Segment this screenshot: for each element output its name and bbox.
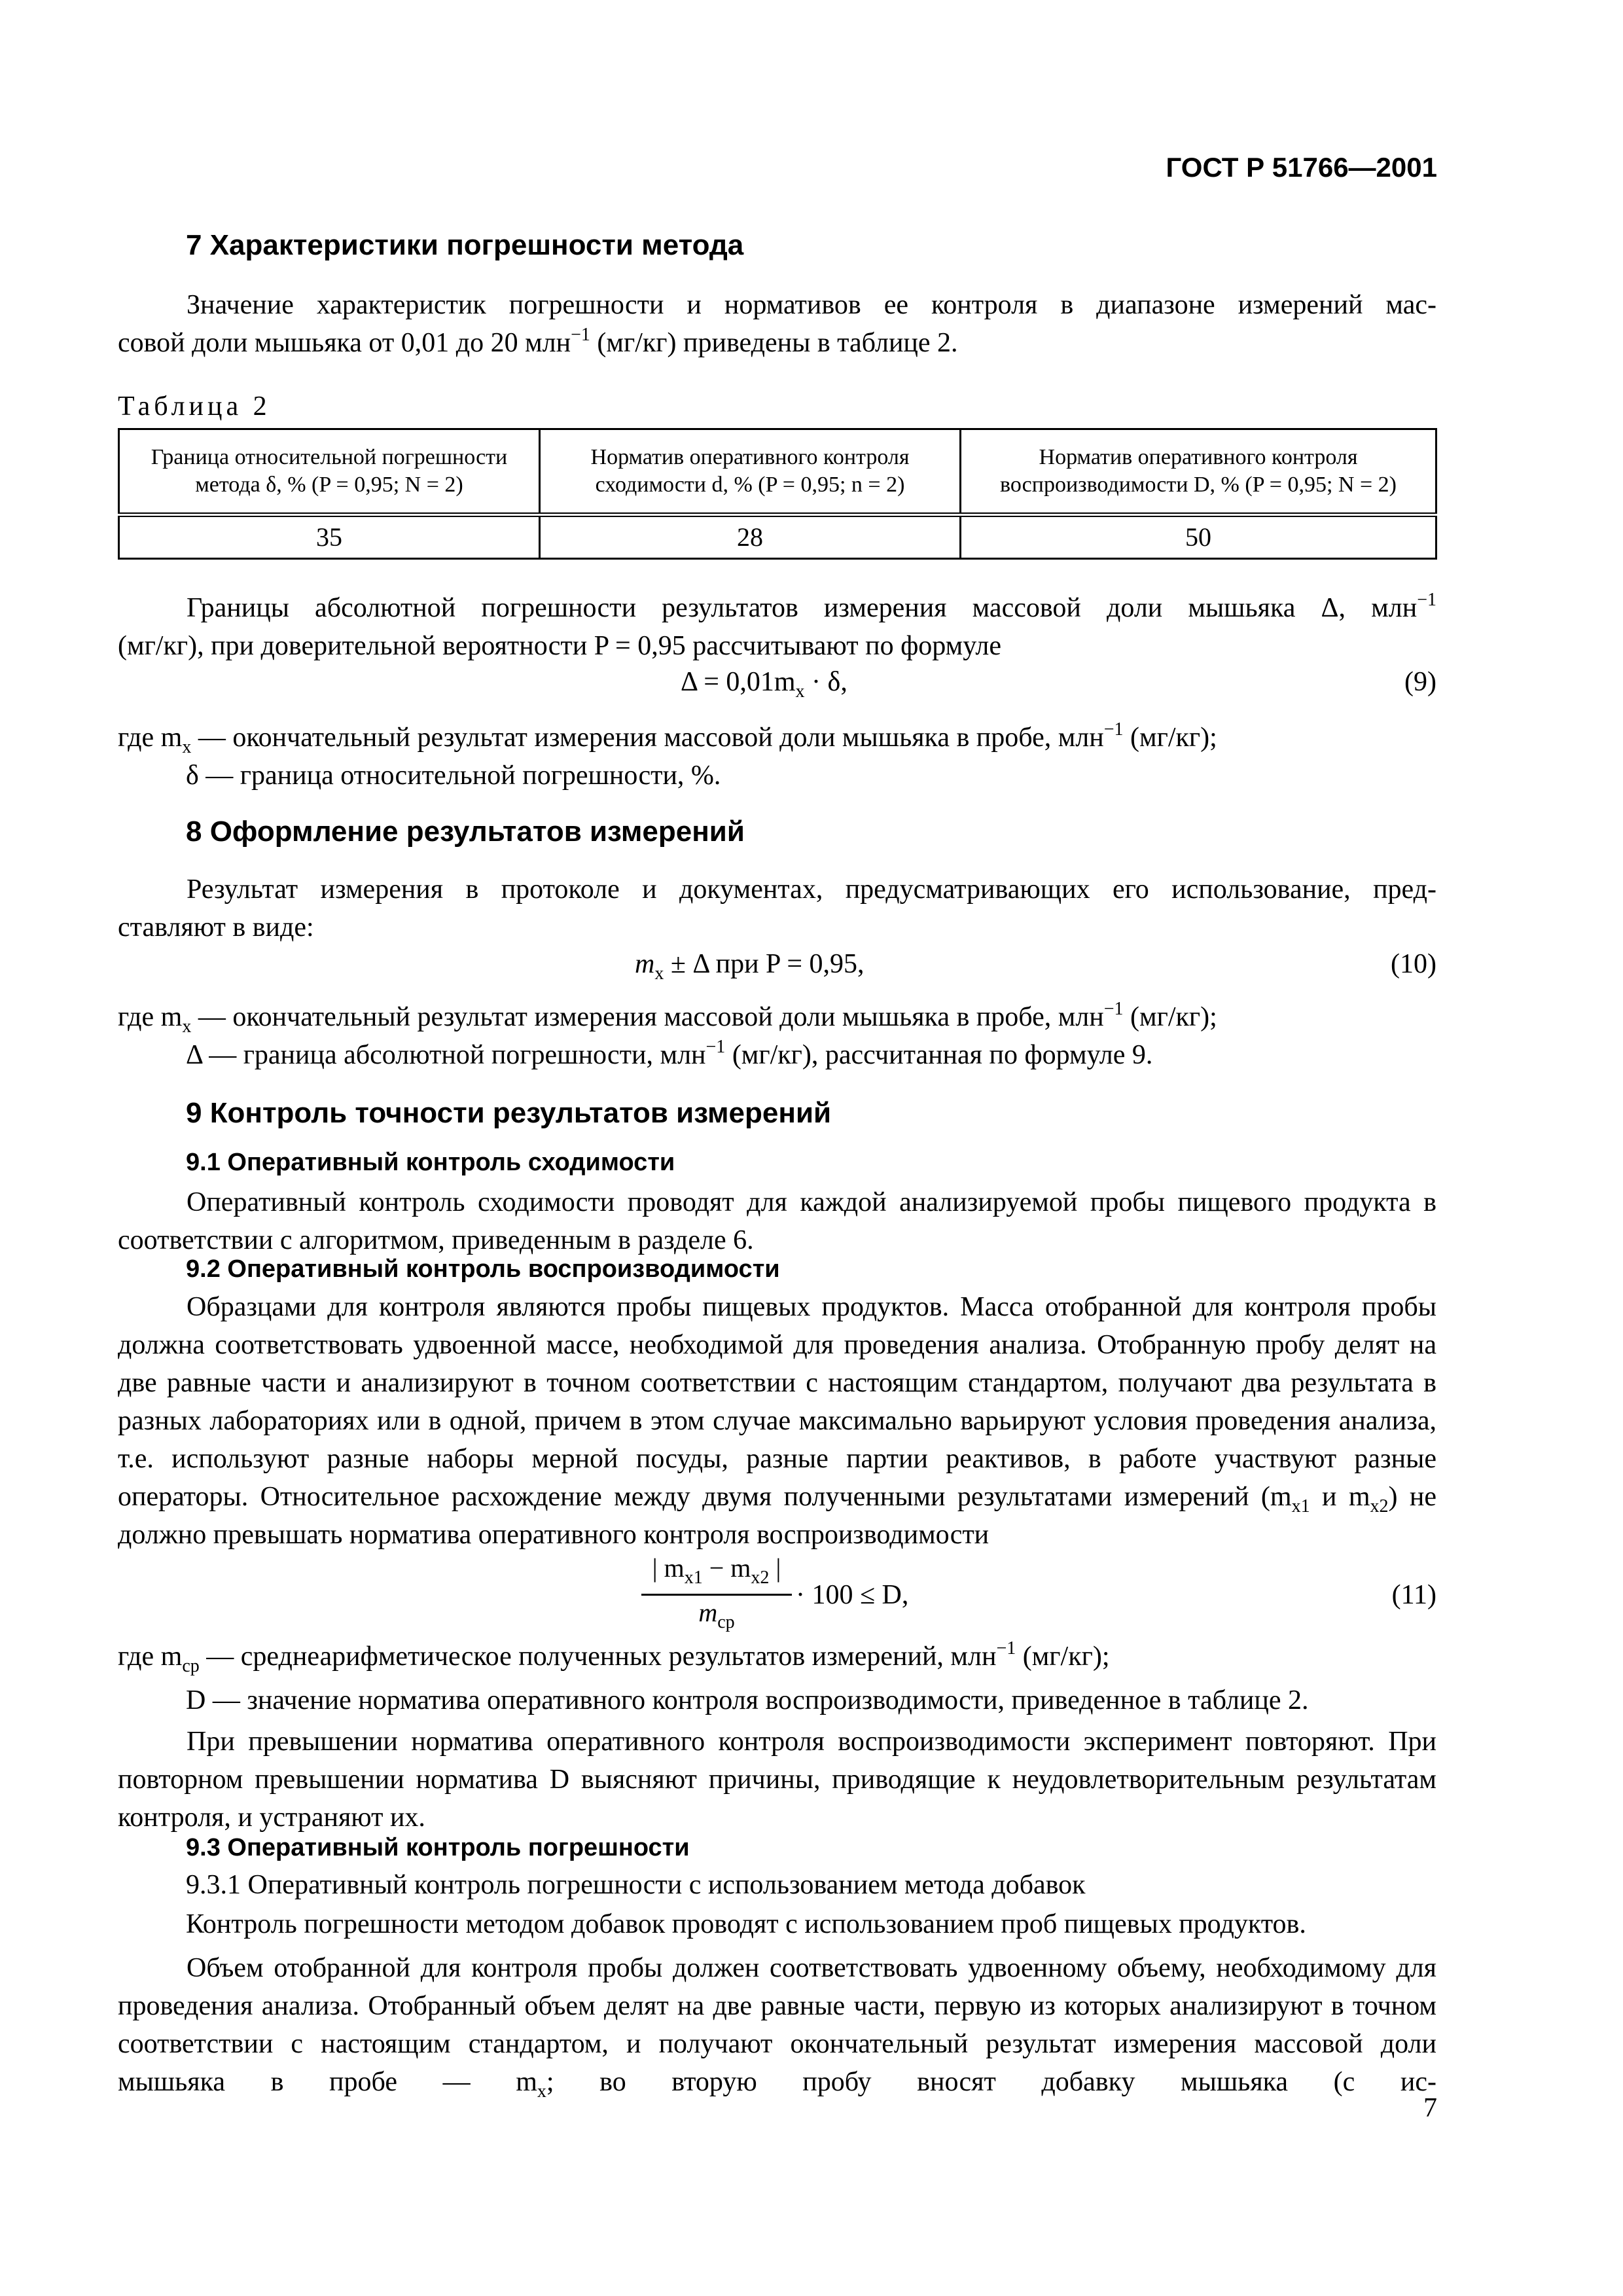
subsection-9-2-paragraph: Образцами для контроля являются пробы пищевых продуктов. Масса отобранной для контроля пробы должна соответствовать удвоенной массе, необходимой для проведения анализа. Отобранную пробу делят на две равные части и анализируют в точном соответствии с настоящим стандартом, получают два результата в разных лабораториях или в одной, причем в этом случае максимально варьируют условия проведения анализа, т.е. используют разные наборы мерной посуды, разные партии реактивов, в работе участвуют разные операторы. Относительное расхождение между двумя полученными результатами измерений ($m_{x1}$ и $m_{x2}$) не должно превышать норматива оперативного контроля воспроизводимости: [118, 1292, 1436, 1550]
absolute-error-paragraph: Границы абсолютной погрешности результатов измерения массовой доли мышьяка Δ, млн$^{-1}$: [187, 590, 1436, 623]
page-number: 7: [1423, 2093, 1437, 2123]
section-8-paragraph-cont: ставляют в виде:: [118, 912, 314, 942]
where-line-delta: δ — граница относительной погрешности, %.: [186, 761, 721, 791]
section-8-title: 8 Оформление результатов измерений: [186, 816, 745, 848]
table-2: [118, 428, 1437, 560]
table-header-cell: Норматив оперативного контроля сходимости d, % (P = 0,95; n = 2): [540, 429, 961, 515]
where-line-D: D — значение норматива оперативного контроля воспроизводимости, приведенное в таблице 2.: [186, 1685, 1309, 1715]
section-7-paragraph-cont: совой доли мышьяка от 0,01 до 20 млн$^{-1}$ (мг/кг) приведены в таблице 2.: [118, 325, 958, 358]
where-line-delta-2: Δ — граница абсолютной погрешности, млн$^{-1}$ (мг/кг), рассчитанная по формуле 9.: [186, 1037, 1153, 1070]
subsection-9-3-1: 9.3.1 Оперативный контроль погрешности с использованием метода добавок: [186, 1870, 1086, 1900]
formula-10-number: (10): [1391, 949, 1436, 979]
section-7-paragraph: Значение характеристик погрешности и нормативов ее контроля в диапазоне измерений мас-: [187, 290, 1436, 320]
table-caption: Таблица 2: [118, 391, 271, 422]
where-line-mx: где $m_x$ — окончательный результат измерения массовой доли мышьяка в пробе, млн$^{-1}$ (мг/кг);: [118, 719, 1217, 757]
absolute-error-paragraph-cont: (мг/кг), при доверительной вероятности P = 0,95 рассчитывают по формуле: [118, 631, 1001, 661]
section-7-title: 7 Характеристики погрешности метода: [186, 229, 744, 261]
section-9-title: 9 Контроль точности результатов измерений: [186, 1097, 832, 1129]
table-header-cell: Норматив оперативного контроля воспроизводимости D, % (P = 0,95; N = 2): [961, 429, 1436, 515]
formula-10: $m_x \pm \Delta$ при P = 0,95,: [635, 949, 865, 984]
formula-11-numerator: | $m_{x1} - m_{x2}$ |: [652, 1553, 781, 1588]
section-8-paragraph: Результат измерения в протоколе и документах, предусматривающих его использование, пред-: [187, 874, 1436, 905]
formula-11-right: · 100 ≤ D,: [796, 1580, 909, 1610]
subsection-9-3-title: 9.3 Оперативный контроль погрешности: [186, 1834, 690, 1861]
subsection-9-1-title: 9.1 Оперативный контроль сходимости: [186, 1149, 675, 1176]
table-header-cell: Граница относительной погрешности метода δ, % (P = 0,95; N = 2): [119, 429, 540, 515]
volume-paragraph: Объем отобранной для контроля пробы должен соответствовать удвоенному объему, необходимому для проведения анализа. Отобранный объем делят на две равные части, первую из которых анализируют в точном соответствии с настоящим стандартом, и получают окончательный результат измерения массовой доли мышьяка в пробе — $m_x$; во вторую пробу вносят добавку мышьяка (с ис-: [118, 1953, 1436, 2102]
repeat-paragraph: При превышении норматива оперативного контроля воспроизводимости эксперимент повторяют. При повторном превышении норматива D выясняют причины, приводящие к неудовлетворительным результатам контроля, и устраняют их.: [118, 1727, 1436, 1833]
formula-9-number: (9): [1404, 667, 1436, 697]
formula-11-number: (11): [1391, 1580, 1436, 1610]
table-cell: 50: [961, 515, 1436, 559]
additive-paragraph: Контроль погрешности методом добавок проводят с использованием проб пищевых продуктов.: [186, 1909, 1306, 1939]
subsection-9-2-title: 9.2 Оперативный контроль воспроизводимости: [186, 1255, 780, 1283]
formula-11-denominator: $m_{ср}$: [698, 1598, 735, 1632]
table-cell: 28: [540, 515, 961, 559]
formula-9: $\Delta = 0,01m_x \cdot \delta$,: [681, 667, 847, 702]
table-cell: 35: [119, 515, 540, 559]
formula-11-fraction-bar: [641, 1594, 792, 1596]
document-code: ГОСТ Р 51766—2001: [1166, 152, 1437, 183]
subsection-9-1-paragraph: Оперативный контроль сходимости проводят для каждой анализируемой пробы пищевого продукта в соответствии с алгоритмом, приведенным в разделе 6.: [118, 1187, 1436, 1255]
where-line-mx-2: где $m_x$ — окончательный результат измерения массовой доли мышьяка в пробе, млн$^{-1}$ (мг/кг);: [118, 999, 1217, 1037]
where-line-mcp: где $m_{ср}$ — среднеарифметическое полученных результатов измерений, млн$^{-1}$ (мг/кг);: [118, 1638, 1110, 1676]
